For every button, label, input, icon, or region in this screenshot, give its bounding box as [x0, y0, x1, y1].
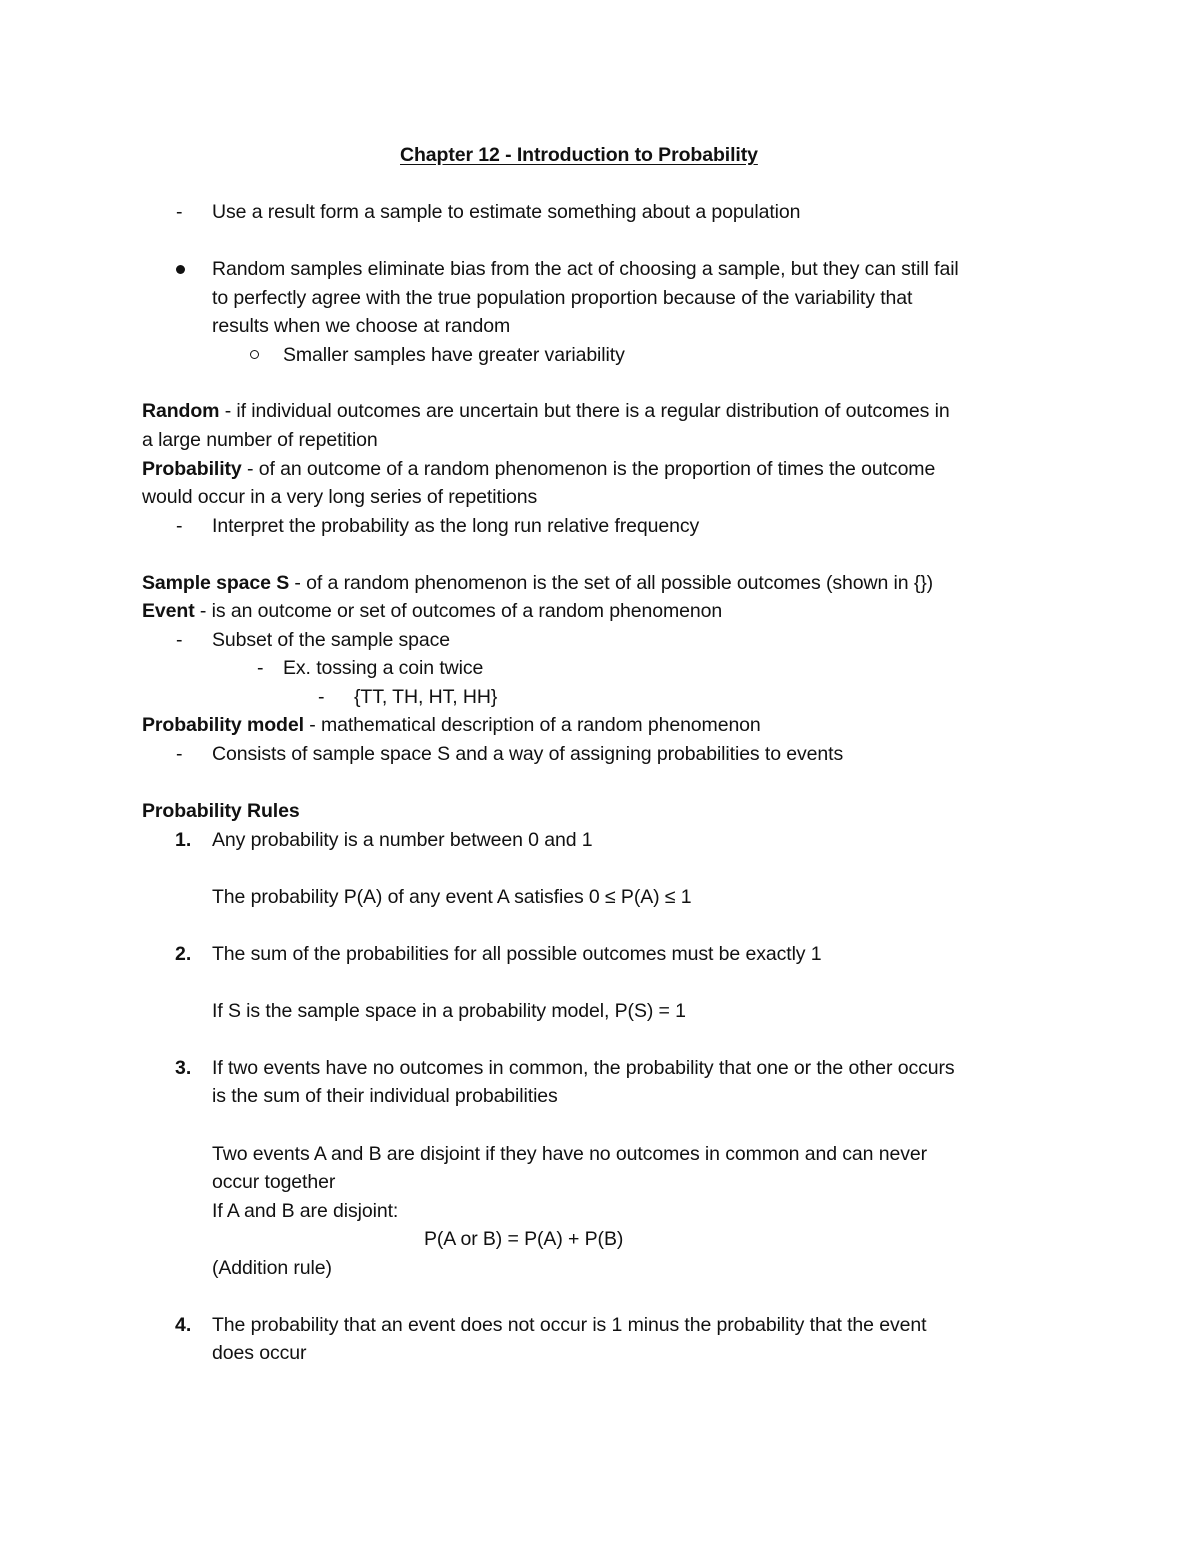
addition-rule-label: (Addition rule): [212, 1257, 332, 1279]
dash-marker: -: [257, 657, 264, 679]
bullet-line-2: to perfectly agree with the true population proportion because of the variability that: [212, 287, 913, 309]
addition-formula: P(A or B) = P(A) + P(B): [424, 1228, 624, 1250]
rule-3-note-3: If A and B are disjoint:: [212, 1200, 399, 1222]
rule-1-note: The probability P(A) of any event A satisfies 0 ≤ P(A) ≤ 1: [212, 886, 692, 908]
dash-marker: -: [176, 201, 183, 223]
model-term: Probability model: [142, 714, 304, 736]
sample-space-definition: [142, 571, 933, 595]
bullet-dot-icon: [176, 265, 185, 274]
bullet-line-3: results when we choose at random: [212, 315, 511, 337]
rules-heading: Probability Rules: [142, 800, 300, 822]
event-def-line-1: - is an outcome or set of outcomes of a random phenomenon: [194, 600, 723, 622]
intro-dash-text: Use a result form a sample to estimate something about a population: [212, 201, 801, 223]
dash-marker: -: [176, 743, 183, 765]
probability-definition: [142, 457, 935, 481]
rule-4-number: 4.: [175, 1314, 192, 1336]
probability-def-line-2: would occur in a very long series of repetitions: [142, 486, 538, 508]
dash-marker: -: [318, 686, 325, 708]
bullet-line-1: Random samples eliminate bias from the act of choosing a sample, but they can still fail: [212, 258, 959, 280]
rule-4-line-2: does occur: [212, 1342, 307, 1364]
rule-3-line-1: If two events have no outcomes in common, the probability that one or the other occurs: [212, 1057, 955, 1079]
event-definition: [142, 599, 722, 623]
sub-bullet-circle-icon: [250, 350, 259, 359]
event-term: Event: [142, 600, 195, 622]
rule-4-line-1: The probability that an event does not occur is 1 minus the probability that the event: [212, 1314, 927, 1336]
sample-space-def-line-1: - of a random phenomenon is the set of all possible outcomes (shown in {}): [289, 572, 934, 594]
probability-dash-text: Interpret the probability as the long run relative frequency: [212, 515, 700, 537]
rule-3-note-2: occur together: [212, 1171, 336, 1193]
event-dash-3: {TT, TH, HT, HH}: [354, 686, 498, 708]
sample-space-term: Sample space S: [142, 572, 290, 594]
model-definition: [142, 713, 761, 737]
model-def-line-1: - mathematical description of a random phenomenon: [303, 714, 761, 736]
rule-2-text: The sum of the probabilities for all possible outcomes must be exactly 1: [212, 943, 822, 965]
rule-2-note: If S is the sample space in a probability model, P(S) = 1: [212, 1000, 686, 1022]
event-dash-1: Subset of the sample space: [212, 629, 451, 651]
rule-2-number: 2.: [175, 943, 192, 965]
random-definition: [142, 399, 950, 423]
rule-3-line-2: is the sum of their individual probabilities: [212, 1085, 558, 1107]
probability-def-line-1: - of an outcome of a random phenomenon is the proportion of times the outcome: [241, 458, 936, 480]
event-dash-2: Ex. tossing a coin twice: [283, 657, 484, 679]
probability-term: Probability: [142, 458, 242, 480]
page-title: Chapter 12 - Introduction to Probability: [400, 144, 758, 166]
sub-bullet-text: Smaller samples have greater variability: [283, 344, 625, 366]
random-def-line-1: - if individual outcomes are uncertain but there is a regular distribution of outcomes in: [219, 400, 950, 422]
rule-3-note-1: Two events A and B are disjoint if they have no outcomes in common and can never: [212, 1143, 928, 1165]
model-dash-text: Consists of sample space S and a way of assigning probabilities to events: [212, 743, 844, 765]
random-term: Random: [142, 400, 220, 422]
dash-marker: -: [176, 515, 183, 537]
rule-1-text: Any probability is a number between 0 and 1: [212, 829, 593, 851]
random-def-line-2: a large number of repetition: [142, 429, 378, 451]
rule-3-number: 3.: [175, 1057, 192, 1079]
rule-1-number: 1.: [175, 829, 192, 851]
dash-marker: -: [176, 629, 183, 651]
